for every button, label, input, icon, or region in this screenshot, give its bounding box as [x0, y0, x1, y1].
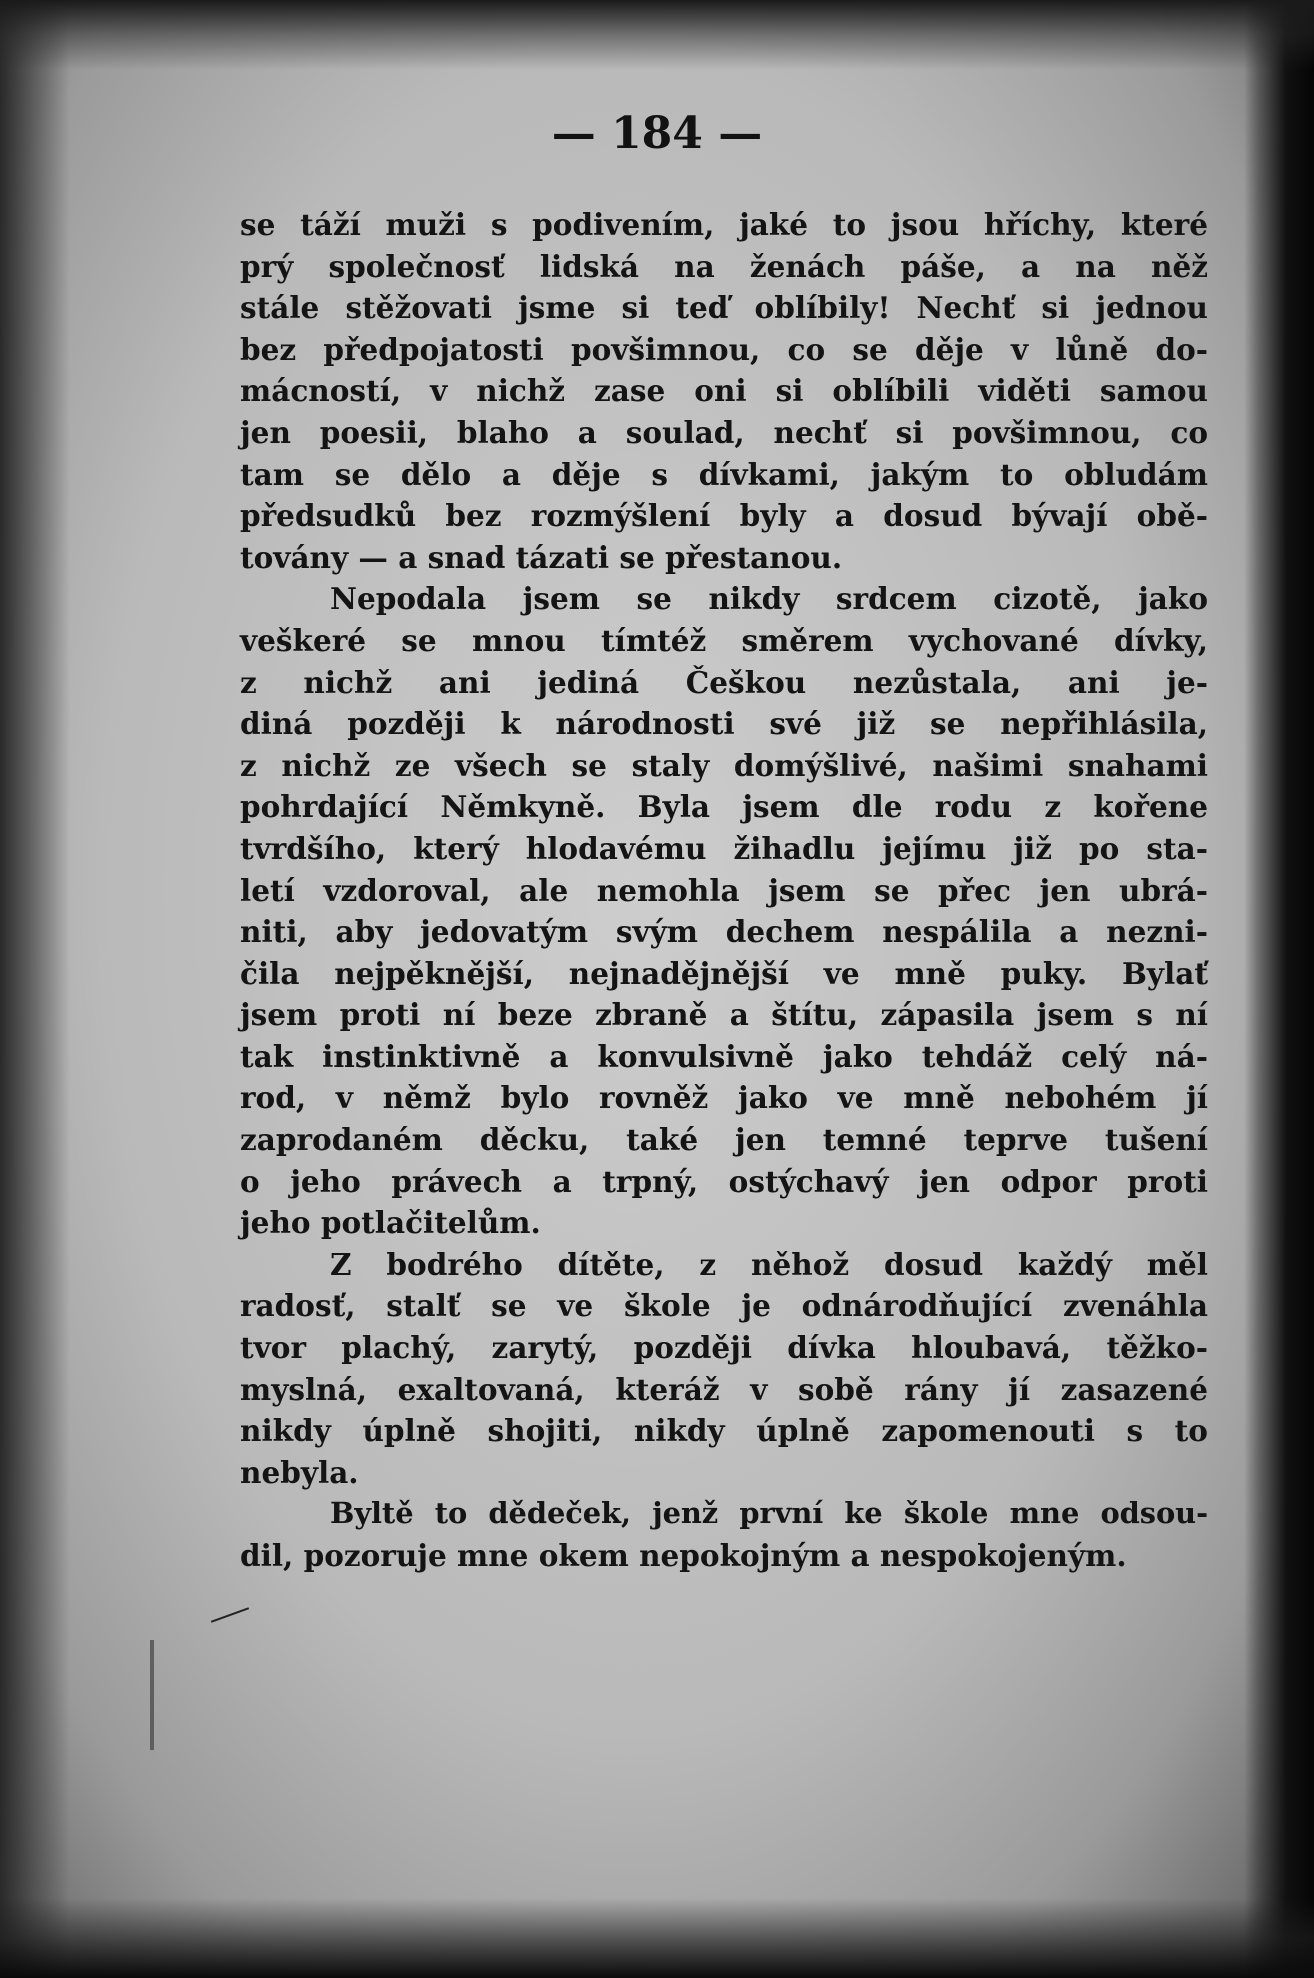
text-line: stále stěžovati jsme si teď oblíbily! Nechť si jednou [240, 290, 1208, 326]
text-line: jsem proti ní beze zbraně a štítu, zápasila jsem s ní [240, 997, 1208, 1033]
margin-pencil-mark [211, 1607, 249, 1623]
text-line: radosť, stalť se ve škole je odnárodňující zvenáhla [240, 1288, 1208, 1324]
text-line: tam se dělo a děje s dívkami, jakým to obludám [240, 456, 1208, 492]
text-line: Nepodala jsem se nikdy srdcem cizotě, jako [330, 581, 1208, 617]
text-line: pohrdající Němkyně. Byla jsem dle rodu z kořene [240, 789, 1208, 825]
text-line: jeho potlačitelům. [240, 1205, 541, 1241]
paragraph-2 [240, 578, 1208, 1244]
text-line: z nichž ze všech se staly domýšlivé, našimi snahami [240, 747, 1208, 783]
text-line: zaprodaném děcku, také jen temné teprve tušení [240, 1122, 1208, 1158]
text-line: z nichž ani jediná Češkou nezůstala, ani je- [240, 664, 1208, 700]
text-line: továny — a snad tázati se přestanou. [240, 539, 843, 575]
text-line: nebyla. [240, 1454, 359, 1490]
body-text [240, 204, 1208, 1577]
text-line: niti, aby jedovatým svým dechem nespálila a nezni- [240, 914, 1208, 950]
text-line: diná později k národnosti své již se nepřihlásila, [240, 706, 1208, 742]
text-line: tvrdšího, který hlodavému žihadlu jejímu již po sta- [240, 830, 1208, 866]
text-line: nikdy úplně shojiti, nikdy úplně zapomenouti s to [240, 1413, 1208, 1449]
text-line: veškeré se mnou tímtéž směrem vychované dívky, [240, 622, 1208, 658]
paragraph-1 [240, 204, 1208, 578]
text-line: letí vzdoroval, ale nemohla jsem se přec jen ubrá- [240, 872, 1208, 908]
page-shadow-bottom [0, 1898, 1314, 1978]
text-line: jen poesii, blaho a soulad, nechť si povšimnou, co [240, 414, 1208, 450]
text-line: tvor plachý, zarytý, později dívka hloubavá, těžko- [240, 1330, 1208, 1366]
text-line: o jeho právech a trpný, ostýchavý jen odpor proti [240, 1163, 1208, 1199]
text-line: myslná, exaltovaná, kteráž v sobě rány jí zasazené [240, 1371, 1208, 1407]
text-line: Byltě to dědeček, jenž první ke škole mne odsou- [330, 1496, 1208, 1531]
page-number: — 184 — [551, 108, 763, 159]
text-line: bez předpojatosti povšimnou, co se děje v lůně do- [240, 331, 1208, 367]
text-line: mácností, v nichž zase oni si oblíbili viděti samou [240, 373, 1208, 409]
paragraph-4 [240, 1493, 1208, 1576]
page-shadow-right [1244, 0, 1314, 1978]
page-shadow-left [0, 0, 70, 1978]
text-line: se táží muži s podivením, jaké to jsou hříchy, které [240, 207, 1208, 242]
page-shadow-top [0, 0, 1314, 70]
text-line: předsudků bez rozmýšlení byly a dosud bývají obě- [240, 498, 1208, 534]
text-line: dil, pozoruje mne okem nepokojným a nespokojeným. [240, 1538, 1127, 1573]
text-line: rod, v němž bylo rovněž jako ve mně nebohém jí [240, 1080, 1208, 1116]
text-line: tak instinktivně a konvulsivně jako tehdáž celý ná- [240, 1038, 1208, 1074]
text-line: prý společnosť lidská na ženách páše, a na něž [240, 248, 1208, 284]
margin-smudge [150, 1640, 154, 1750]
text-line: čila nejpěknější, nejnadějnější ve mně puky. Bylať [240, 955, 1208, 991]
text-line: Z bodrého dítěte, z něhož dosud každý měl [330, 1246, 1208, 1282]
paragraph-3 [240, 1244, 1208, 1494]
